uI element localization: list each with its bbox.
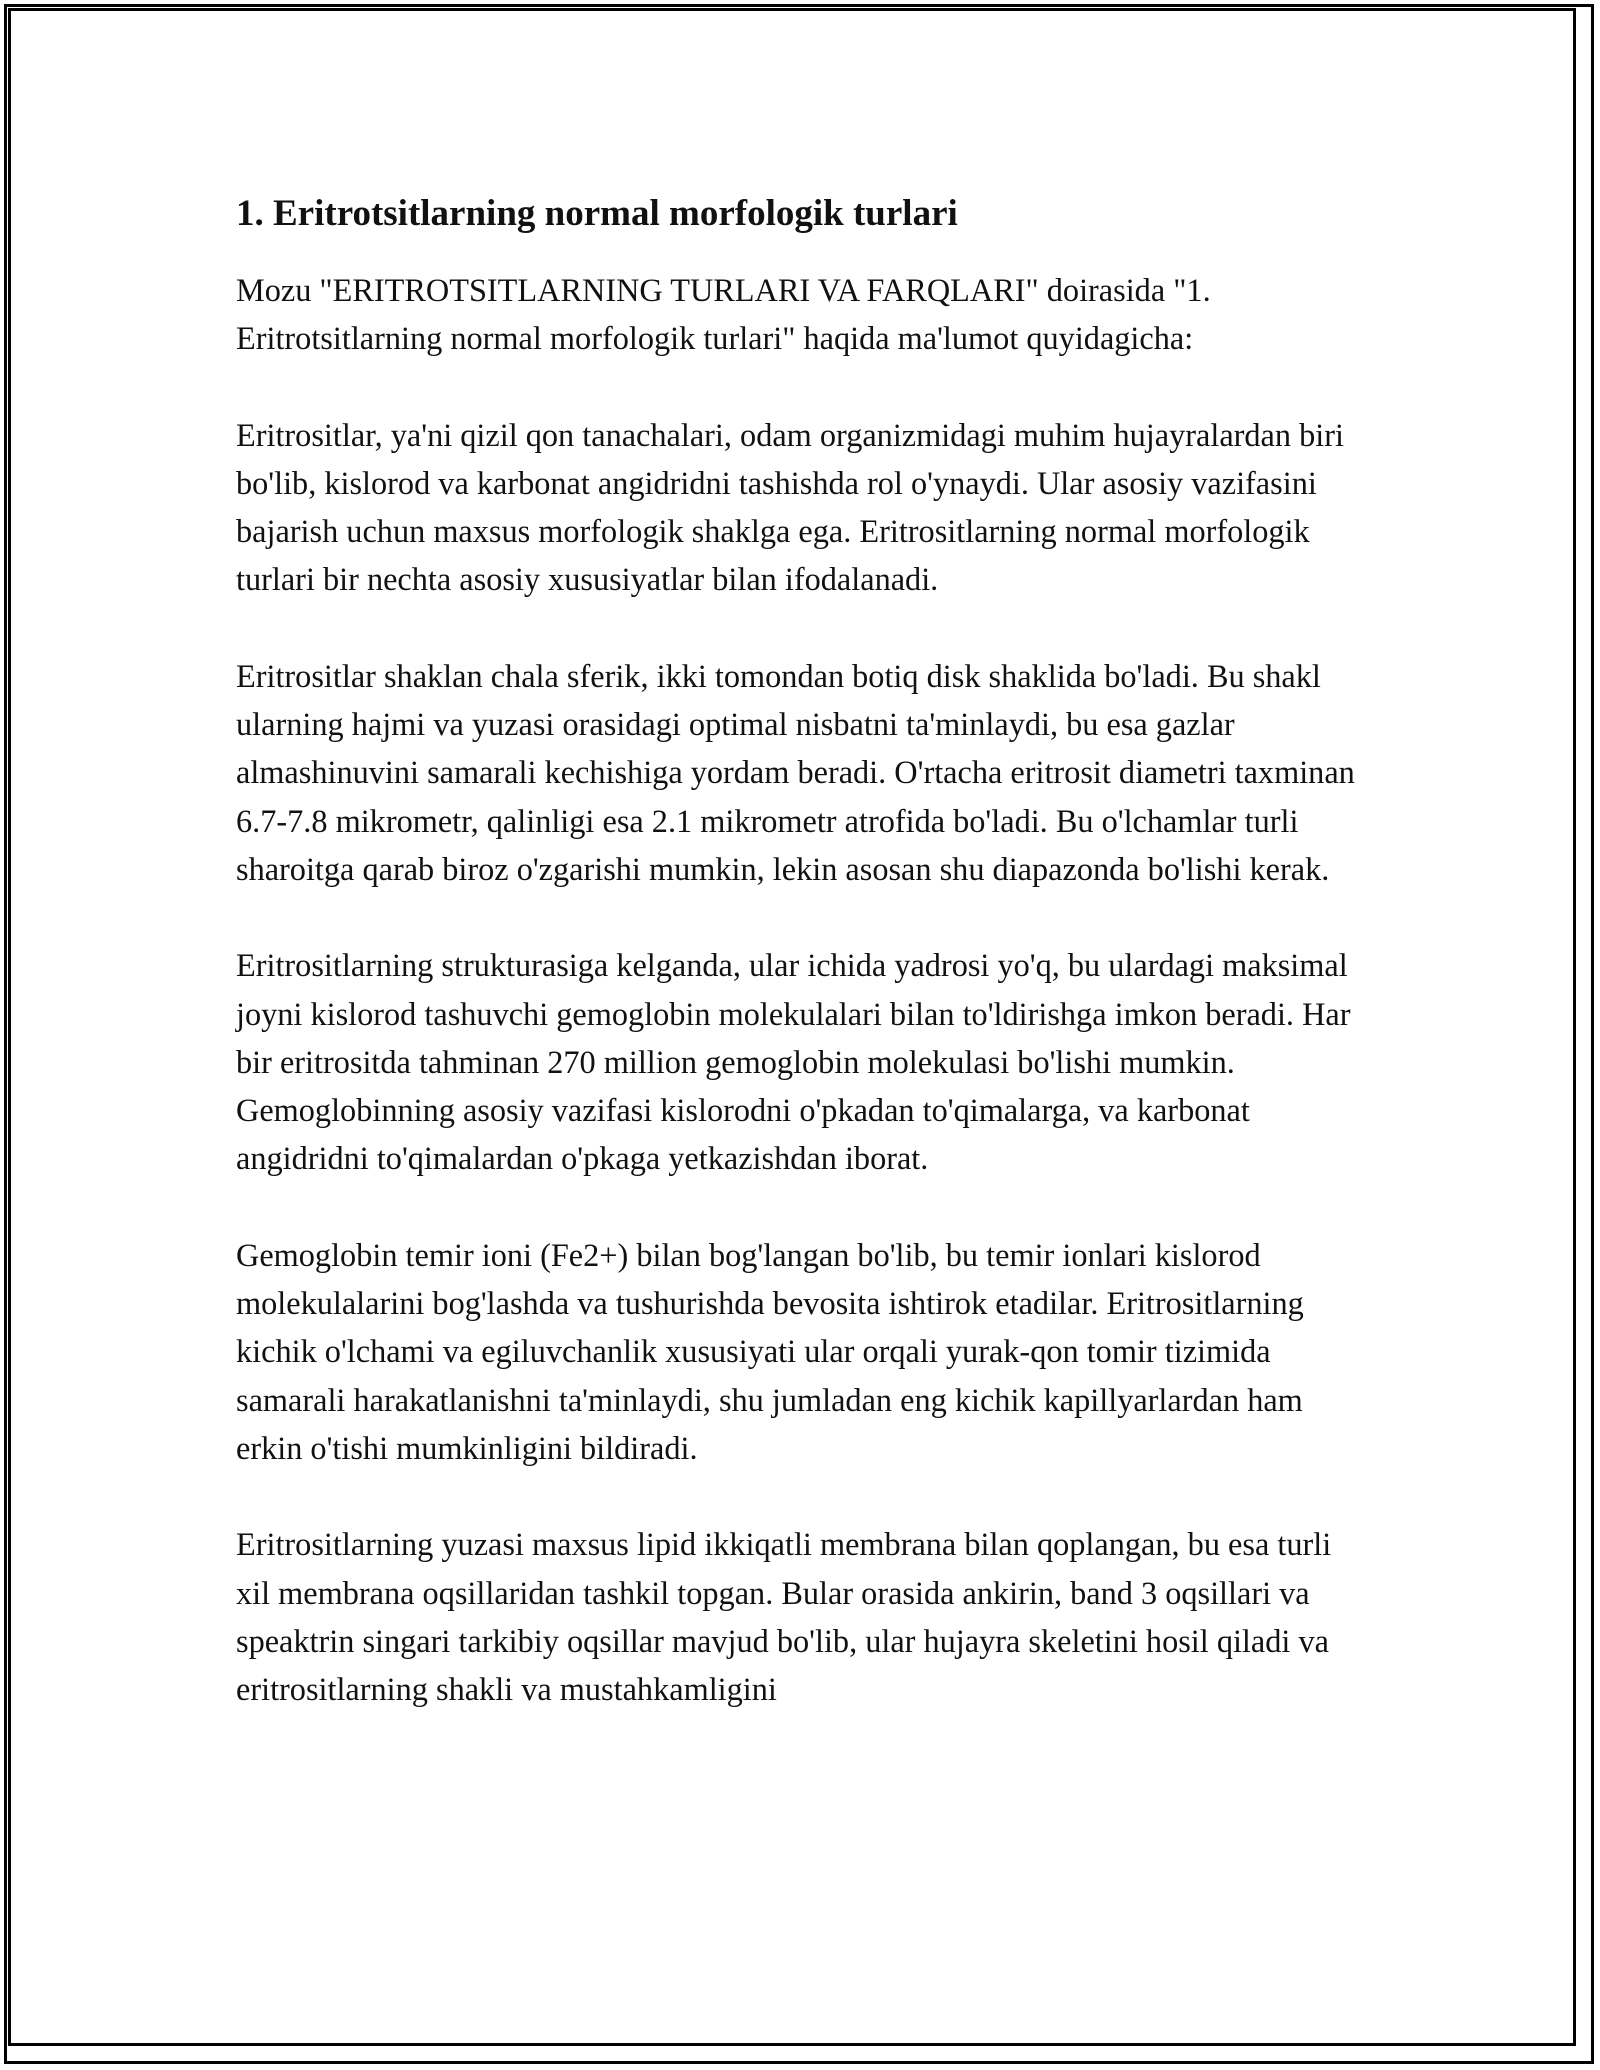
paragraph-erythrocyte-shape: Eritrositlar shaklan chala sferik, ikki tomondan botiq disk shaklida bo'ladi. Bu shakl ularning hajmi va yuzasi orasidagi optimal nisbatni ta'minlaydi, bu esa gazlar almashinuvini samarali kechishiga yordam beradi. O'rtacha eritrosit diametri taxminan 6.7-7.8 mikrometr, qalinligi esa 2.1 mikrometr atrofida bo'ladi. Bu o'lchamlar turli sharoitga qarab biroz o'zgarishi mumkin, lekin asosan shu diapazonda bo'lishi kerak. xyxy=(236,657,1355,887)
paragraph-erythrocyte-membrane: Eritrositlarning yuzasi maxsus lipid ikkiqatli membrana bilan qoplangan, bu esa turli xil membrana oqsillaridan tashkil topgan. Bular orasida ankirin, band 3 oqsillari va speaktrin singari tarkibiy oqsillar mavjud bo'lib, ular hujayra skeletini hosil qiladi va eritrositlarning shakli va mustahkamligini xyxy=(236,1526,1332,1708)
section-heading: 1. Eritrotsitlarning normal morfologik turlari xyxy=(236,193,958,234)
paragraph-hemoglobin-iron: Gemoglobin temir ioni (Fe2+) bilan bog'langan bo'lib, bu temir ionlari kislorod molekulalarini bog'lashda va tushurishda bevosita ishtirok etadilar. Eritrositlarning kichik o'lchami va egiluvchanlik xususiyati ular orqali yurak-qon tomir tizimida samarali harakatlanishni ta'minlaydi, shu jumladan eng kichik kapillyarlardan ham erkin o'tishi mumkinligini bildiradi. xyxy=(236,1236,1304,1466)
paragraph-erythrocyte-structure: Eritrositlarning strukturasiga kelganda, ular ichida yadrosi yo'q, bu ulardagi maksimal joyni kislorod tashuvchi gemoglobin molekulalari bilan to'ldirishga imkon beradi. Har bir eritrositda tahminan 270 million gemoglobin molekulasi bo'lishi mumkin. Gemoglobinning asosiy vazifasi kislorodni o'pkadan to'qimalarga, va karbonat angidridni to'qimalardan o'pkaga yetkazishdan iborat. xyxy=(236,947,1351,1177)
document-body xyxy=(236,188,1366,1761)
paragraph-erythrocyte-overview: Eritrositlar, ya'ni qizil qon tanachalari, odam organizmidagi muhim hujayralardan biri bo'lib, kislorod va karbonat angidridni tashishda rol o'ynaydi. Ular asosiy vazifasini bajarish uchun maxsus morfologik shaklga ega. Eritrositlarning normal morfologik turlari bir nechta asosiy xususiyatlar bilan ifodalanadi. xyxy=(236,416,1344,598)
paragraph-intro: Mozu "ERITROTSITLARNING TURLARI VA FARQLARI" doirasida "1. Eritrotsitlarning normal morfologik turlari" haqida ma'lumot quyidagicha: xyxy=(236,272,1211,357)
